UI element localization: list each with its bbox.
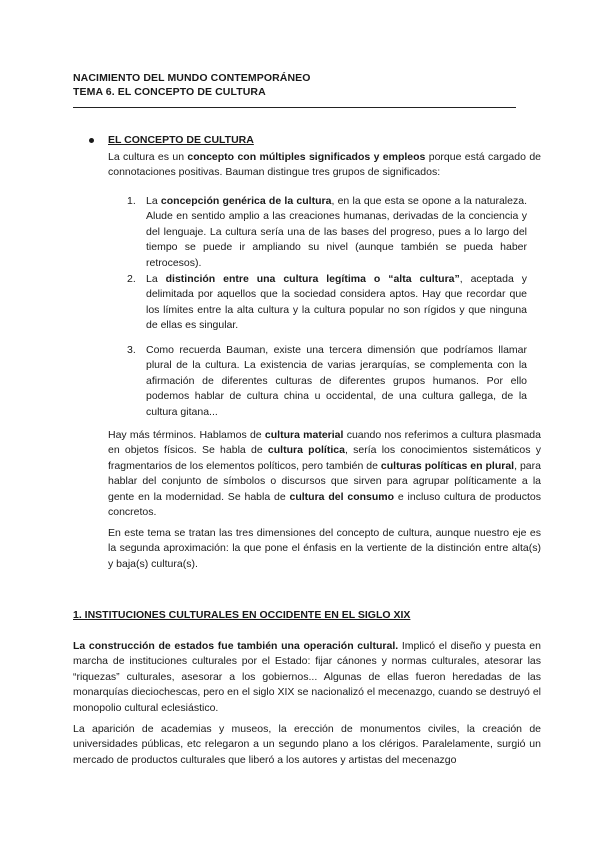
bullet-icon bbox=[89, 138, 94, 143]
section-title: EL CONCEPTO DE CULTURA bbox=[108, 134, 254, 146]
header-topic: TEMA 6. EL CONCEPTO DE CULTURA bbox=[73, 86, 266, 98]
list-item: Como recuerda Bauman, existe una tercera dimensión que podríamos llamar plural de la cultura. La existencia de varias jerarquías, se complementa con la afirmación de diferentes culturas de diferentes grupos humanos. Por ello podemos hablar de cultura china u occidental, de una cultura gallega, de la cultura gitana... bbox=[146, 344, 527, 418]
scope-paragraph: En este tema se tratan las tres dimensiones del concepto de cultura, aunque nuestro eje es la segunda aproximación: la que pone el énfasis en la vertiente de la distinción entre alta(s) y baja(s) cultura(s). bbox=[108, 527, 541, 570]
academies-paragraph: La aparición de academias y museos, la erección de monumentos civiles, la creación de universidades públicas, etc relegaron a un segundo plano a los clérigos. Paralelamente, surgió un mercado de productos culturales que liberó a los autores y artistas del mecenazgo bbox=[73, 723, 541, 766]
terms-paragraph: Hay más términos. Hablamos de cultura material cuando nos referimos a cultura plasmada en objetos físicos. Se habla de cultura política, sería los conocimientos sistemáticos y fragmentarios de los elementos políticos, pero también de culturas políticas en plural, para hablar del conjunto de símbolos o discursos que sirven para agrupar políticamente a la gente en la modernidad. Se habla de cultura del consumo e incluso cultura de productos concretos. bbox=[108, 429, 542, 519]
list-number: 3. bbox=[127, 344, 136, 356]
section-heading: 1. INSTITUCIONES CULTURALES EN OCCIDENTE EN EL SIGLO XIX bbox=[73, 609, 411, 621]
header-divider bbox=[73, 107, 516, 108]
list-number: 1. bbox=[127, 195, 136, 207]
list-item: La concepción genérica de la cultura, en la que esta se opone a la naturaleza. Alude en sentido amplio a las creaciones humanas, derivadas de la conciencia y del lenguaje. La cultura sería una de las bases del progreso, pues a lo largo del tiempo se puede ir ampliando su nivel (aunque también se pueda haber retrocesos). bbox=[146, 195, 527, 269]
state-paragraph: La construcción de estados fue también una operación cultural. Implicó el diseño y puesta en marcha de instituciones culturales por el Estado: fijar cánones y normas culturales, atesorar las “riquezas” culturales, asesorar a los gobiernos... Algunas de ellas fueron heredadas de las monarquías dieciochescas, pero en el siglo XIX se nacionalizó el mecenazgo, cuando se destruyó el monopolio cultural eclesiástico. bbox=[73, 640, 541, 714]
list-item: La distinción entre una cultura legítima o “alta cultura”, aceptada y delimitada por aquellos que la sociedad considera aptos. Hay que recordar que los límites entre la alta cultura y la cultura popular no son rígidos y que ninguna de ellas es singular. bbox=[146, 273, 527, 332]
header-course: NACIMIENTO DEL MUNDO CONTEMPORÁNEO bbox=[73, 72, 311, 84]
intro-paragraph: La cultura es un concepto con múltiples significados y empleos porque está cargado de connotaciones positivas. Bauman distingue tres grupos de significados: bbox=[108, 151, 541, 179]
list-number: 2. bbox=[127, 273, 136, 285]
